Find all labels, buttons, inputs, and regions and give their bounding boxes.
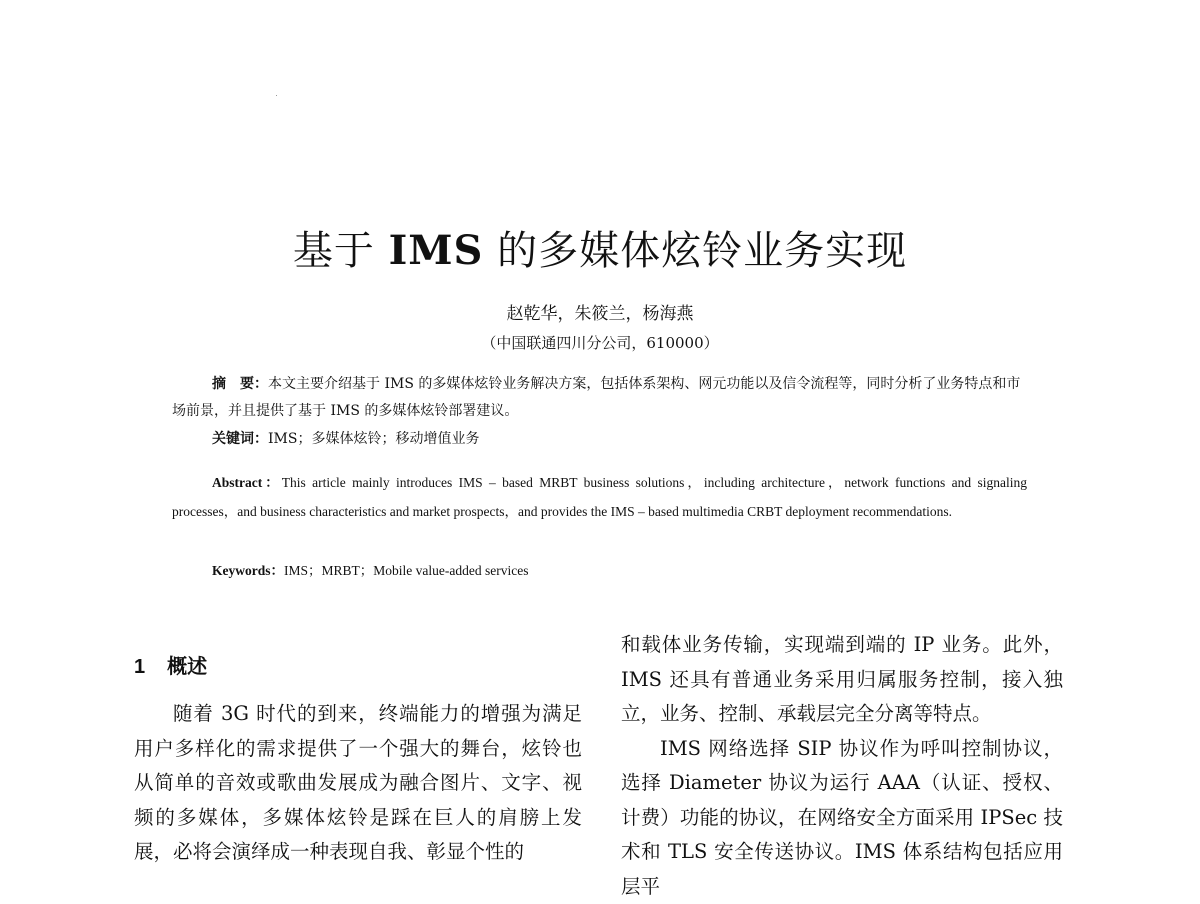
abstract-cn [172, 371, 1027, 425]
section-title: 概述 [167, 656, 207, 678]
left-column [134, 697, 582, 870]
abstract-en-label: Abstract： [212, 475, 282, 490]
abstract-cn-text: 本文主要介绍基于 IMS 的多媒体炫铃业务解决方案，包括体系架构、网元功能以及信令流程等，同时分析了业务特点和市场前景，并且提供了基于 IMS 的多媒体炫铃部署建议。 [172, 376, 1020, 419]
title-prefix: 基于 [293, 228, 389, 274]
keywords-cn-label: 关键词： [212, 431, 268, 447]
keywords-en-label: Keywords： [212, 563, 284, 578]
abstract-cn-label: 摘 要： [212, 376, 268, 392]
affiliation: （中国联通四川分公司，610000） [0, 332, 1200, 354]
authors: 赵乾华，朱筱兰，杨海燕 [0, 302, 1200, 326]
abstract-en [172, 468, 1027, 526]
keywords-en [172, 556, 1027, 585]
keywords-en-text: IMS；MRBT；Mobile value-added services [284, 563, 528, 578]
right-paragraph-2: IMS 网络选择 SIP 协议作为呼叫控制协议，选择 Diameter 协议为运行 AAA（认证、授权、计费）功能的协议，在网络安全方面采用 IPSec 技术和 TLS 安全传送协议。IMS 体系结构包括应用层平 [621, 732, 1063, 904]
title-suffix: 的多媒体炫铃业务实现 [483, 228, 907, 274]
keywords-cn [172, 426, 1027, 453]
right-column [621, 628, 1063, 904]
title-bold: IMS [389, 227, 484, 274]
scan-speck [276, 95, 277, 96]
keywords-cn-text: IMS；多媒体炫铃；移动增值业务 [268, 431, 479, 447]
right-paragraph-1: 和载体业务传输，实现端到端的 IP 业务。此外，IMS 还具有普通业务采用归属服务控制，接入独立，业务、控制、承载层完全分离等特点。 [621, 628, 1063, 732]
left-paragraph: 随着 3G 时代的到来，终端能力的增强为满足用户多样化的需求提供了一个强大的舞台，炫铃也从简单的音效或歌曲发展成为融合图片、文字、视频的多媒体，多媒体炫铃是踩在巨人的肩膀上发展，必将会演绎成一种表现自我、彰显个性的 [134, 697, 582, 870]
section-number: 1 [134, 656, 145, 678]
paper-title [0, 226, 1200, 276]
section-heading [134, 650, 207, 679]
abstract-en-text: This article mainly introduces IMS – based MRBT business solutions，including architecture，network functions and signaling processes，and business characteristics and market prospects，and provides the IMS – based multimedia CRBT deployment recommendations. [172, 475, 1027, 519]
